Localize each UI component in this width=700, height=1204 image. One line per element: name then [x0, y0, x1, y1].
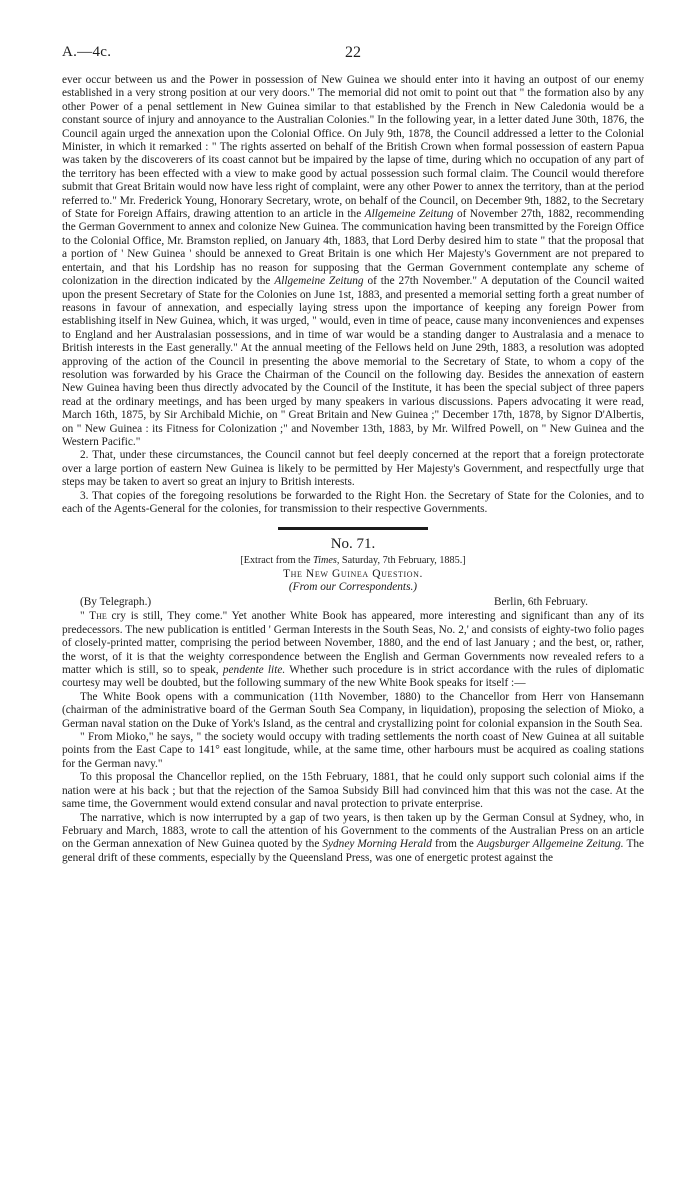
document-page [62, 44, 644, 865]
extract-source: [Extract from the Times, Saturday, 7th February, 1885.] [240, 555, 466, 567]
article-paragraph-4: To this proposal the Chancellor replied, on the 15th February, 1881, that he could only support such colonial aims if the nation were at his back ; but that the rejection of the Samoa Subsidy Bill had convinced him that this was not the case. At the same time, the Government would extend consular and naval protection to private enterprise. [62, 771, 644, 811]
resolution-3: 3. That copies of the foregoing resolutions be forwarded to the Right Hon. the Secretary of State for the Colonies, and to each of the Agents-General for the colonies, for transmission to their respective Governments. [62, 489, 644, 515]
page-number: 22 [345, 44, 361, 61]
article-paragraph-2: The White Book opens with a communication (11th November, 1880) to the Chancellor from Herr von Hansemann (chairman of the administrative board of the German South Sea Company, in liquidation), proposing the selection of Mioko, a German naval station on the Duke of York's Island, as the central and crystallizing point for colonial expansion in the South Sea. [62, 690, 644, 730]
dateline-place-date: Berlin, 6th February. [493, 596, 588, 609]
article-title: The New Guinea Question. [282, 568, 424, 581]
article-paragraph-1: " The cry is still, They come." Yet another White Book has appeared, more interesting and significant than any of its predecessors. The new publication is entitled ' German Interests in the South Seas, No. 2,' and consists of eighty-two folio pages of closely-printed matter, comprising the period between November, 1880, and the end of last January ; and the best, or, rather, the worst, of it is that the weighty correspondence between the English and German Governments now revealed refers to a matter which is still, so to speak, pendente lite. Whether such procedure is in strict accordance with the rules of diplomatic courtesy may well be doubted, but the following summary of the new White Book speaks for itself :— [62, 610, 644, 690]
intro-paragraph: ever occur between us and the Power in possession of New Guinea we should enter into it having an outpost of our enemy established in a very strong position at our very doors." The memorial did not omit to point out that " the formation also by any other Power of a penal settlement in New Guinea similar to that established by the French in New Caledonia would be a constant source of injury and annoyance to the Australian Colonies." In the following year, in a letter dated June 30th, 1876, the Council again urged the annexation upon the Colonial Office. On July 9th, 1878, the Council addressed a letter to the Colonial Minister, in which it remarked : " The rights asserted on behalf of the British Crown when formal possession of eastern Papua was taken by the discoverers of its coast cannot but be impaired by the lapse of time, during which no occupation of any part of the territory has been effected with a view to make good by actual possession such formal claim. The Council would therefore submit that Great Britain would now have less right of complaint, were any other Power to annex the territory, than at the period referred to." Mr. Frederick Young, Honorary Secretary, wrote, on behalf of the Council, on December 9th, 1882, to the Secretary of State for Foreign Affairs, drawing attention to an article in the Allgemeine Zeitung of November 27th, 1882, recommending the German Government to annex and colonize New Guinea. The communication having been transmitted by the Foreign Office to the Colonial Office, Mr. Bramston replied, on January 4th, 1883, that Lord Derby desired him to state " that the proposal that a portion of ' New Guinea ' should be annexed to Great Britain is one which Her Majesty's Government are not prepared to entertain, and that his Lordship has no reason for supposing that the German Government contemplate any scheme of colonization in the direction indicated by the Allgemeine Zeitung of the 27th November." A deputation of the Council waited upon the present Secretary of State for the Colonies on June 1st, 1883, and presented a memorial setting forth a great number of reasons in favour of annexation, and especially laying stress upon the importance of keeping any foreign Power from establishing itself in New Guinea, which, it was urged, " would, even in time of peace, cause many inconveniences and expenses to England and her Australasian possessions, and in time of war would be a standing danger to Australasia and a menace to British interests in the East generally." At the annual meeting of the Fellows held on June 29th, 1883, a resolution was adopted approving of the action of the Council in presenting the above memorial to the Secretary of State, to whom a copy of the resolution was forwarded by his Grace the Chairman of the Council on the following day. Besides the annexation of eastern New Guinea having been thus directly advocated by the Council of the Institute, it has been the special subject of three papers read at the ordinary meetings, and has been urged by many speakers in various discussions. Papers advocating it were read, March 16th, 1875, by Sir Archibald Michie, on " Great Britain and New Guinea ;" December 17th, 1878, by Signor D'Albertis, on " New Guinea : its Fitness for Colonization ;" and November 13th, 1883, by Mr. Wilfred Powell, on " New Guinea and the Western Pacific." [62, 74, 645, 448]
dateline-telegraph: (By Telegraph.) [80, 596, 152, 609]
correspondent-line: (From our Correspondents.) [288, 581, 418, 594]
document-number: No. 71. [330, 536, 376, 553]
dateline [62, 596, 644, 610]
resolution-2: 2. That, under these circumstances, the Council cannot but feel deeply concerned at the report that a foreign protectorate over a large portion of eastern New Guinea is likely to be permitted by Her Majesty's Government, and respectfully urge that steps may be taken to avert so great an injury to British interests. [62, 449, 644, 489]
document-reference: A.—4c. [62, 44, 112, 60]
article-paragraph-3: " From Mioko," he says, " the society would occupy with trading settlements the north coast of New Guinea at all suitable points from the East Cape to 141° east longitude, while, at the same time, other harbours must be acquired as coaling stations for the German navy." [62, 731, 644, 770]
section-divider [278, 527, 428, 530]
newspaper-title: Allgemeine Zeitung [364, 208, 454, 221]
newspaper-title: Allgemeine Zeitung [274, 275, 364, 288]
page-header [62, 44, 644, 70]
article-paragraph-5: The narrative, which is now interrupted by a gap of two years, is then taken up by the German Consul at Sydney, who, in February and March, 1883, wrote to call the attention of his Government to the comments of the Australian Press on an article on the German annexation of New Guinea quoted by the Sydney Morning Herald from the Augsburger Allgemeine Zeitung. The general drift of these comments, especially by the Queensland Press, was one of energetic protest against the [62, 811, 645, 864]
